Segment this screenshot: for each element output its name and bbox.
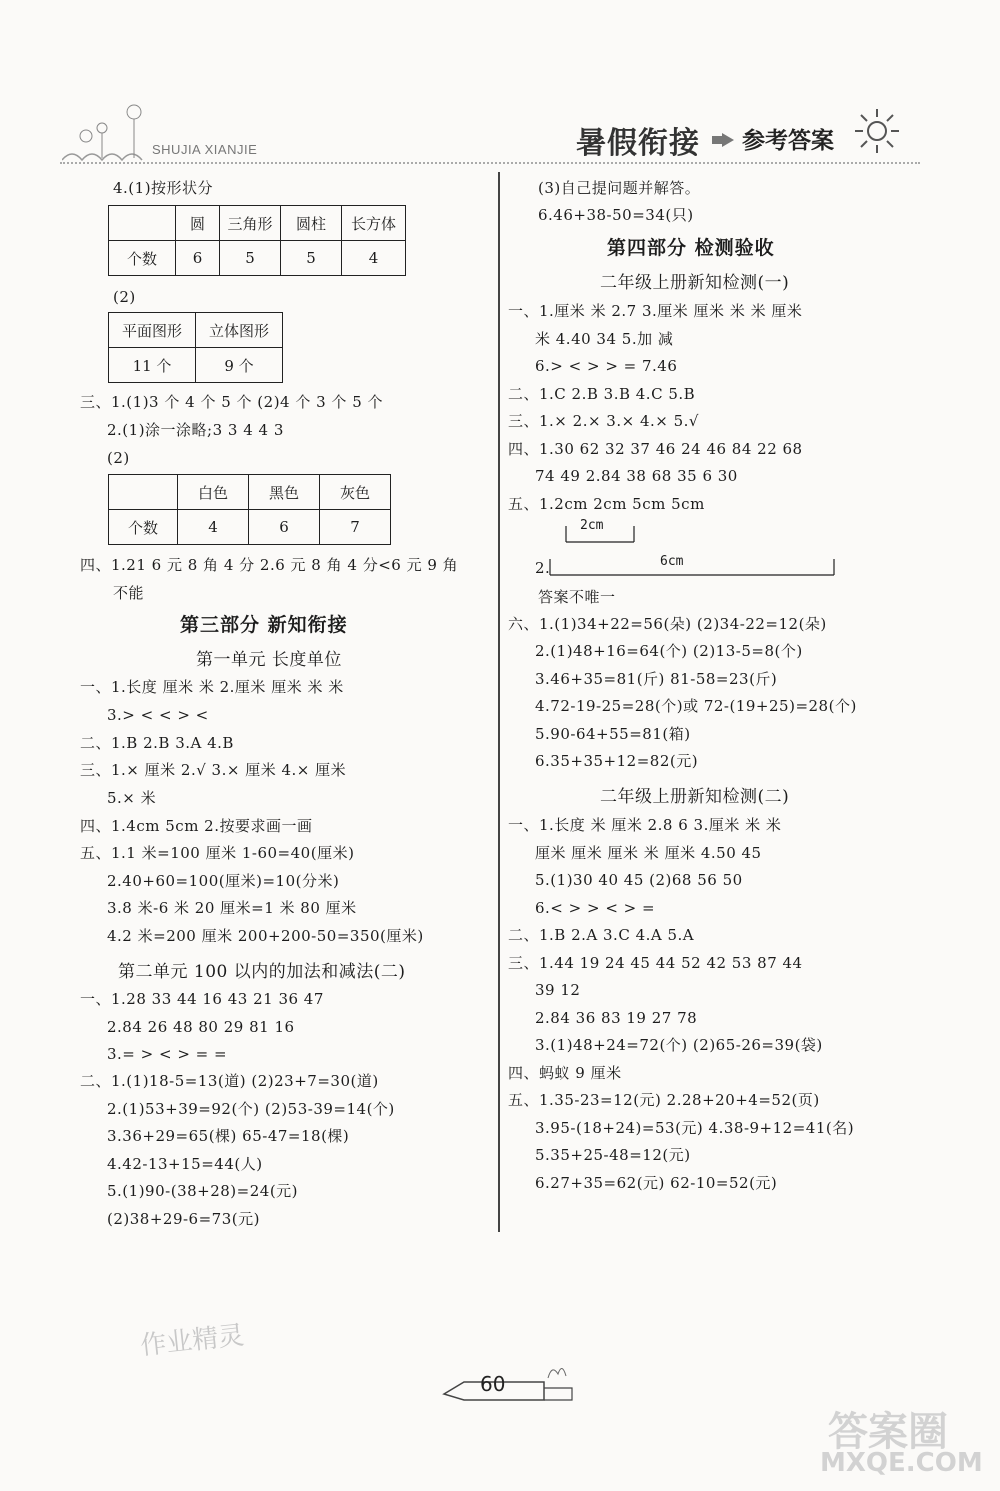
unit1-heading: 第一单元 长度单位 <box>196 650 342 670</box>
answer-line: (3)自己提问题并解答。 <box>538 179 701 197</box>
s4-line1: 四、1.21 6 元 8 角 4 分 2.6 元 8 角 4 分<6 元 9 角 <box>80 556 459 574</box>
answer-line: 5.(1)30 40 45 (2)68 56 50 <box>535 871 743 889</box>
header-brand: SHUJIA XIANJIE <box>152 142 258 157</box>
answer-line: 39 12 <box>535 981 581 999</box>
watermark-url: MXQE.COM <box>820 1448 983 1478</box>
answer-line: 5.× 米 <box>107 789 157 807</box>
s4-line2: 不能 <box>113 584 145 602</box>
answer-line: 5.35+25-48=12(元) <box>535 1146 691 1164</box>
sun-icon <box>852 106 902 156</box>
table-cell: 立体图形 <box>196 313 283 348</box>
table-cell: 5 <box>220 241 281 276</box>
answer-line: 五、1.35-23=12(元) 2.28+20+4=52(页) <box>508 1091 820 1109</box>
q4-2: (2) <box>113 288 136 306</box>
answer-line: 4.42-13+15=44(人) <box>107 1155 263 1173</box>
answer-line: 2.(1)48+16=64(个) (2)13-5=8(个) <box>535 642 803 660</box>
answer-line: 3.8 米-6 米 20 厘米=1 米 80 厘米 <box>107 899 357 917</box>
s3-line1: 三、1.(1)3 个 4 个 5 个 (2)4 个 3 个 5 个 <box>80 393 384 411</box>
answer-line: 6.27+35=62(元) 62-10=52(元) <box>535 1174 778 1192</box>
answer-line: 二、1.B 2.B 3.A 4.B <box>80 734 234 752</box>
table-cell: 三角形 <box>220 206 281 241</box>
answer-line: (2)38+29-6=73(元) <box>107 1210 260 1228</box>
answer-line: 二、1.(1)18-5=13(道) (2)23+7=30(道) <box>80 1072 379 1090</box>
answer-line: 五、1.1 米=100 厘米 1-60=40(厘米) <box>80 844 355 862</box>
answer-line: 3.46+35=81(斤) 81-58=23(斤) <box>535 670 778 688</box>
footer-stamp: 作业精灵 <box>138 1320 246 1362</box>
table-cell: 个数 <box>109 241 176 276</box>
answer-line: 二、1.C 2.B 3.B 4.C 5.B <box>508 385 696 403</box>
answer-line: 一、1.28 33 44 16 43 21 36 47 <box>80 990 324 1008</box>
arrow-icon <box>712 133 734 147</box>
answer-line: 答案不唯一 <box>538 588 616 606</box>
segment-6cm-label: 6cm <box>660 554 684 569</box>
answer-line: 3.95-(18+24)=53(元) 4.38-9+12=41(名) <box>535 1119 855 1137</box>
answer-line: 四、1.30 62 32 37 46 24 46 84 22 68 <box>508 440 803 458</box>
table-plane-solid <box>108 312 283 383</box>
answer-line: 4.2 米=200 厘米 200+200-50=350(厘米) <box>107 927 424 945</box>
table-cell: 长方体 <box>342 206 406 241</box>
table-cell: 6 <box>249 510 320 545</box>
answer-line: 六、1.(1)34+22=56(朵) (2)34-22=12(朵) <box>508 615 827 633</box>
answer-line: 四、1.4cm 5cm 2.按要求画一画 <box>80 817 313 835</box>
answer-line: 3.= > < > = = <box>107 1045 228 1063</box>
table-cell: 黑色 <box>249 475 320 510</box>
answer-line: 四、蚂蚁 9 厘米 <box>508 1064 622 1082</box>
q2-label: 2. <box>535 559 551 577</box>
table-cell: 圆柱 <box>281 206 342 241</box>
answer-line: 6.< > > < > = <box>535 899 656 917</box>
answer-line: 厘米 厘米 厘米 米 厘米 4.50 45 <box>535 844 762 862</box>
answer-line: 6.46+38-50=34(只) <box>538 206 694 224</box>
part3-heading: 第三部分 新知衔接 <box>180 614 348 636</box>
answer-line: 2.84 36 83 19 27 78 <box>535 1009 698 1027</box>
segment-6cm-drawing <box>548 553 838 579</box>
answer-line: 3.> < < > < <box>107 706 209 724</box>
answer-line: 5.(1)90-(38+28)=24(元) <box>107 1182 299 1200</box>
test1-heading: 二年级上册新知检测(一) <box>600 273 790 293</box>
header-title: 暑假衔接 <box>576 126 700 161</box>
answer-line: 2.(1)53+39=92(个) (2)53-39=14(个) <box>107 1100 395 1118</box>
answer-line: 6.35+35+12=82(元) <box>535 752 699 770</box>
segment-2cm-label: 2cm <box>580 518 604 533</box>
column-divider <box>498 172 500 1232</box>
answer-line: 三、1.44 19 24 45 44 52 42 53 87 44 <box>508 954 803 972</box>
answer-line: 一、1.厘米 米 2.7 3.厘米 厘米 米 米 厘米 <box>508 302 803 320</box>
table-shape-count <box>108 205 406 276</box>
table-cell: 4 <box>178 510 249 545</box>
header-subtitle: 参考答案 <box>742 128 834 154</box>
table-cell <box>109 206 176 241</box>
answer-line: 一、1.长度 米 厘米 2.8 6 3.厘米 米 米 <box>508 816 782 834</box>
q4-1: 4.(1)按形状分 <box>113 179 214 197</box>
table-cell: 平面图形 <box>109 313 196 348</box>
table-cell: 9 个 <box>196 348 283 383</box>
answer-line: 3.(1)48+24=72(个) (2)65-26=39(袋) <box>535 1036 823 1054</box>
answer-line: 5.90-64+55=81(箱) <box>535 725 691 743</box>
answer-line: 4.72-19-25=28(个)或 72-(19+25)=28(个) <box>535 697 857 715</box>
page-number: 60 <box>480 1372 506 1396</box>
table-cell: 6 <box>176 241 220 276</box>
table-cell: 7 <box>320 510 391 545</box>
answer-line: 3.36+29=65(棵) 65-47=18(棵) <box>107 1127 350 1145</box>
header-rule <box>60 162 920 168</box>
answer-line: 2.40+60=100(厘米)=10(分米) <box>107 872 340 890</box>
answer-line: 2.84 26 48 80 29 81 16 <box>107 1018 295 1036</box>
watermark-logo: 答案圈 <box>828 1409 948 1455</box>
answer-line: 一、1.长度 厘米 米 2.厘米 厘米 米 米 <box>80 678 344 696</box>
answer-line: 米 4.40 34 5.加 减 <box>535 330 674 348</box>
table-cell: 4 <box>342 241 406 276</box>
table-cell: 灰色 <box>320 475 391 510</box>
s3-line2: 2.(1)涂一涂略;3 3 4 4 3 <box>107 421 284 439</box>
table-cell: 11 个 <box>109 348 196 383</box>
table-color-count <box>108 474 391 545</box>
table-cell: 个数 <box>109 510 178 545</box>
table-cell: 白色 <box>178 475 249 510</box>
unit2-heading: 第二单元 100 以内的加法和减法(二) <box>118 962 406 982</box>
answer-line: 三、1.× 厘米 2.√ 3.× 厘米 4.× 厘米 <box>80 761 347 779</box>
table-cell: 圆 <box>176 206 220 241</box>
s3-line3: (2) <box>107 449 130 467</box>
answer-line: 74 49 2.84 38 68 35 6 30 <box>535 467 738 485</box>
table-cell: 5 <box>281 241 342 276</box>
answer-line: 三、1.× 2.× 3.× 4.× 5.√ <box>508 412 699 430</box>
answer-line: 五、1.2cm 2cm 5cm 5cm <box>508 495 705 513</box>
test2-heading: 二年级上册新知检测(二) <box>600 787 790 807</box>
page-number-pencil-decoration <box>440 1360 580 1404</box>
table-cell <box>109 475 178 510</box>
header-flower-decoration <box>62 98 262 168</box>
part4-heading: 第四部分 检测验收 <box>607 237 775 259</box>
answer-line: 二、1.B 2.A 3.C 4.A 5.A <box>508 926 695 944</box>
answer-line: 6.> < > > = 7.46 <box>535 357 678 375</box>
